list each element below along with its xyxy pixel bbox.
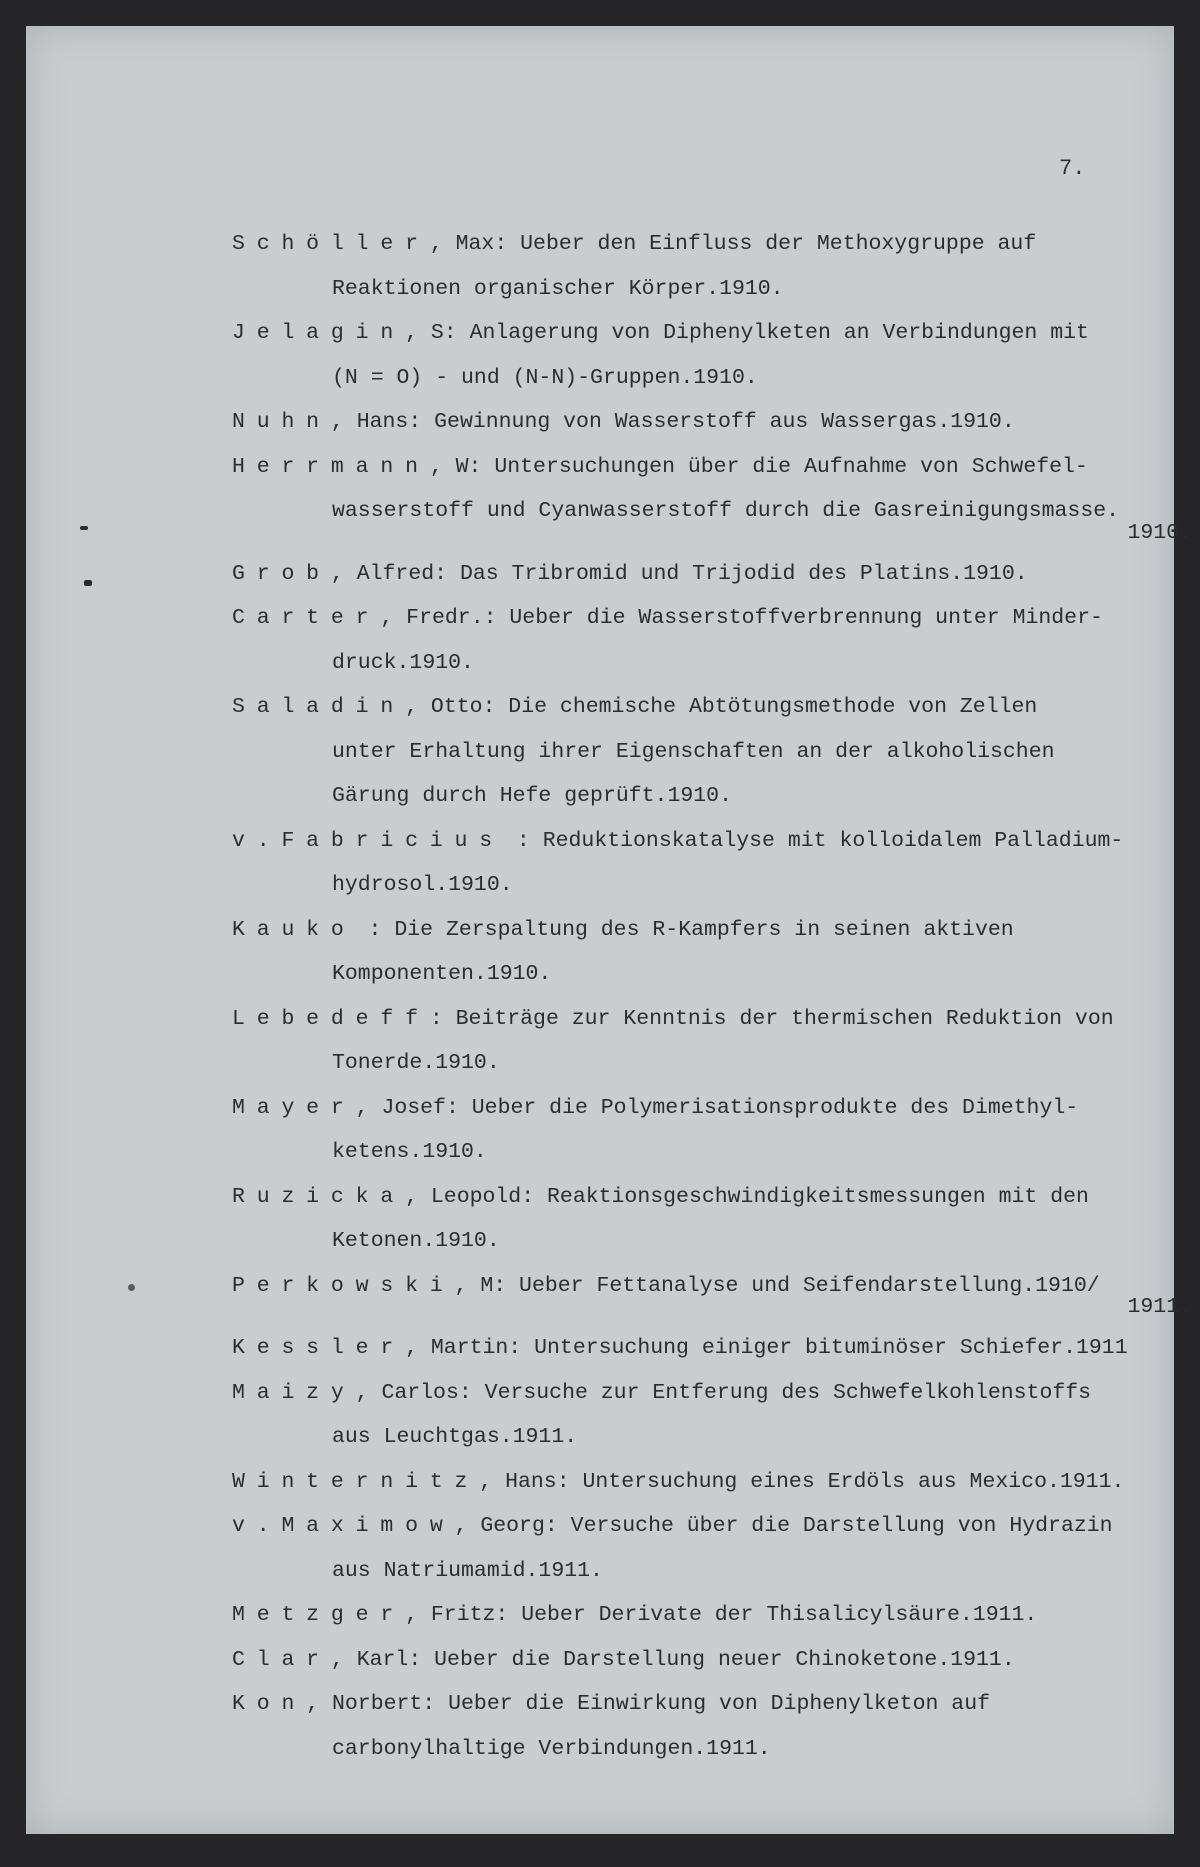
bibliography-list xyxy=(232,222,1200,1771)
entry-first-line xyxy=(232,1371,1200,1416)
bibliography-entry xyxy=(232,222,1200,311)
bibliography-entry xyxy=(232,819,1200,908)
entry-continuation-line xyxy=(232,267,1200,312)
entry-first-line xyxy=(232,997,1200,1042)
entry-author: v.Maximow xyxy=(232,1514,455,1538)
entry-text: : Beiträge zur Kenntnis der thermischen Reduktion von xyxy=(429,1006,1114,1031)
entry-first-line xyxy=(232,1504,1200,1549)
entry-author: Kauko xyxy=(232,917,356,942)
entry-text: , Josef: Ueber die Polymerisationsprodukte des Dimethyl- xyxy=(355,1095,1079,1120)
entry-first-line xyxy=(232,1264,1200,1309)
bibliography-entry xyxy=(232,596,1200,685)
entry-text: unter Erhaltung ihrer Eigenschaften an der alkoholischen xyxy=(332,739,1055,764)
entry-continuation-line xyxy=(232,1041,1200,1086)
entry-continuation-line xyxy=(232,952,1200,997)
entry-text: Gärung durch Hefe geprüft.1910. xyxy=(332,784,732,808)
entry-author: Metzger xyxy=(232,1603,406,1627)
entry-continuation-line xyxy=(232,489,1200,534)
entry-continuation-line xyxy=(232,1219,1200,1264)
margin-mark xyxy=(80,526,88,530)
entry-continuation-line xyxy=(232,730,1200,775)
entry-author: Carter xyxy=(232,606,381,630)
entry-author: Saladin xyxy=(232,695,406,719)
entry-author: Nuhn xyxy=(232,410,331,434)
entry-text: , Fredr.: Ueber die Wasserstoffverbrennung unter Minder- xyxy=(380,606,1103,630)
entry-text: , Leopold: Reaktionsgeschwindigkeitsmessungen mit den xyxy=(405,1184,1089,1209)
margin-mark xyxy=(84,580,92,586)
entry-author: Maizy xyxy=(232,1380,356,1405)
entry-text: , Karl: Ueber die Darstellung neuer Chinoketone.1911. xyxy=(330,1647,1015,1672)
entry-text: : Reduktionskatalyse mit kolloidalem Palladium- xyxy=(504,828,1124,853)
margin-mark xyxy=(128,1284,135,1291)
entry-text: hydrosol.1910. xyxy=(332,873,513,897)
entry-text: (N = O) - und (N-N)-Gruppen.1910. xyxy=(332,365,758,390)
entry-text: , Otto: Die chemische Abtötungsmethode von Zellen xyxy=(405,695,1038,719)
entry-continuation-line xyxy=(232,356,1200,401)
entry-author: Jelagin xyxy=(232,321,406,345)
entry-first-line xyxy=(232,819,1200,864)
bibliography-entry xyxy=(232,685,1200,819)
entry-text: aus Natriumamid.1911. xyxy=(332,1558,603,1583)
entry-author: Lebedeff xyxy=(232,1006,430,1031)
entry-author: Perkowski xyxy=(232,1273,455,1298)
entry-first-line xyxy=(232,222,1200,267)
document-page xyxy=(26,26,1192,1834)
entry-author: Kessler xyxy=(232,1336,406,1360)
entry-text: , W: Untersuchungen über die Aufnahme von Schwefel- xyxy=(429,454,1088,479)
entry-text: , M: Ueber Fettanalyse und Seifendarstellung.1910/ xyxy=(454,1273,1100,1298)
page-number: 7. xyxy=(1059,156,1086,181)
bibliography-entry xyxy=(232,552,1200,597)
entry-continuation-line xyxy=(232,1549,1200,1594)
entry-author: Mayer xyxy=(232,1095,356,1120)
bibliography-entry xyxy=(232,1638,1200,1683)
bibliography-entry xyxy=(232,1504,1200,1593)
entry-continuation-line xyxy=(232,1415,1200,1460)
entry-text: , S: Anlagerung von Diphenylketen an Verbindungen mit xyxy=(405,321,1089,345)
entry-continuation-line xyxy=(232,641,1200,686)
entry-text: , Fritz: Ueber Derivate der Thisalicylsäure.1911. xyxy=(405,1603,1038,1627)
bibliography-entry xyxy=(232,400,1200,445)
entry-text: Tonerde.1910. xyxy=(332,1051,500,1075)
entry-author: Herrmann xyxy=(232,454,430,479)
entry-author: v.Fabricius xyxy=(232,828,504,853)
entry-text: druck.1910. xyxy=(332,650,474,675)
bibliography-entry xyxy=(232,1460,1200,1505)
entry-first-line xyxy=(232,596,1200,641)
entry-author: Ruzicka xyxy=(232,1184,406,1209)
entry-text: wasserstoff und Cyanwasserstoff durch die Gasreinigungsmasse. xyxy=(332,499,1120,523)
bibliography-entry xyxy=(232,1264,1200,1319)
entry-text: , Max: Ueber den Einfluss der Methoxygruppe auf xyxy=(429,232,1037,256)
entry-text: Ketonen.1910. xyxy=(332,1229,500,1253)
entry-first-line xyxy=(232,1460,1200,1505)
bibliography-entry xyxy=(232,445,1200,544)
entry-text: carbonylhaltige Verbindungen.1911. xyxy=(332,1736,771,1761)
entry-text: Reaktionen organischer Körper.1910. xyxy=(332,276,784,301)
entry-first-line xyxy=(232,1593,1200,1638)
entry-author: Schöller xyxy=(232,232,430,256)
entry-year-tail: 1910. xyxy=(1127,520,1192,545)
entry-continuation-line xyxy=(232,1130,1200,1175)
entry-year-tail: 1911. xyxy=(1127,1295,1192,1319)
entry-text: : Die Zerspaltung des R-Kampfers in seinen aktiven xyxy=(355,917,1014,942)
bibliography-entry xyxy=(232,1326,1200,1371)
entry-continuation-line xyxy=(232,1727,1200,1772)
bibliography-entry xyxy=(232,1371,1200,1460)
entry-text: , Hans: Untersuchung eines Erdöls aus Mexico.1911. xyxy=(479,1469,1125,1494)
entry-text: , Norbert: Ueber die Einwirkung von Diphenylketon auf xyxy=(306,1692,990,1716)
entry-first-line xyxy=(232,685,1200,730)
entry-first-line xyxy=(232,552,1200,597)
entry-continuation-line xyxy=(232,863,1200,908)
bibliography-entry xyxy=(232,1682,1200,1771)
entry-text: , Georg: Versuche über die Darstellung von Hydrazin xyxy=(454,1514,1113,1538)
entry-first-line xyxy=(232,1086,1200,1131)
bibliography-entry xyxy=(232,997,1200,1086)
entry-text: , Martin: Untersuchung einiger bituminöser Schiefer.1911 xyxy=(405,1336,1128,1360)
entry-first-line xyxy=(232,311,1200,356)
entry-first-line xyxy=(232,1682,1200,1727)
entry-text: Komponenten.1910. xyxy=(332,962,552,986)
bibliography-entry xyxy=(232,1086,1200,1175)
entry-text: ketens.1910. xyxy=(332,1140,487,1164)
entry-author: Clar xyxy=(232,1647,331,1672)
entry-text: , Carlos: Versuche zur Entferung des Schwefelkohlenstoffs xyxy=(355,1380,1092,1405)
bibliography-entry xyxy=(232,908,1200,997)
entry-first-line xyxy=(232,1638,1200,1683)
entry-continuation-line xyxy=(232,774,1200,819)
entry-first-line xyxy=(232,908,1200,953)
entry-author: Grob xyxy=(232,561,331,586)
entry-text: , Alfred: Das Tribromid und Trijodid des Platins.1910. xyxy=(330,561,1028,586)
entry-author: Winternitz xyxy=(232,1469,480,1494)
entry-first-line xyxy=(232,1175,1200,1220)
bibliography-entry xyxy=(232,1593,1200,1638)
entry-first-line xyxy=(232,1326,1200,1371)
bibliography-entry xyxy=(232,311,1200,400)
bibliography-entry xyxy=(232,1175,1200,1264)
entry-text: aus Leuchtgas.1911. xyxy=(332,1425,578,1449)
entry-first-line xyxy=(232,445,1200,490)
entry-text: , Hans: Gewinnung von Wasserstoff aus Wassergas.1910. xyxy=(330,410,1015,434)
entry-author: Kon xyxy=(232,1692,307,1716)
entry-first-line xyxy=(232,400,1200,445)
